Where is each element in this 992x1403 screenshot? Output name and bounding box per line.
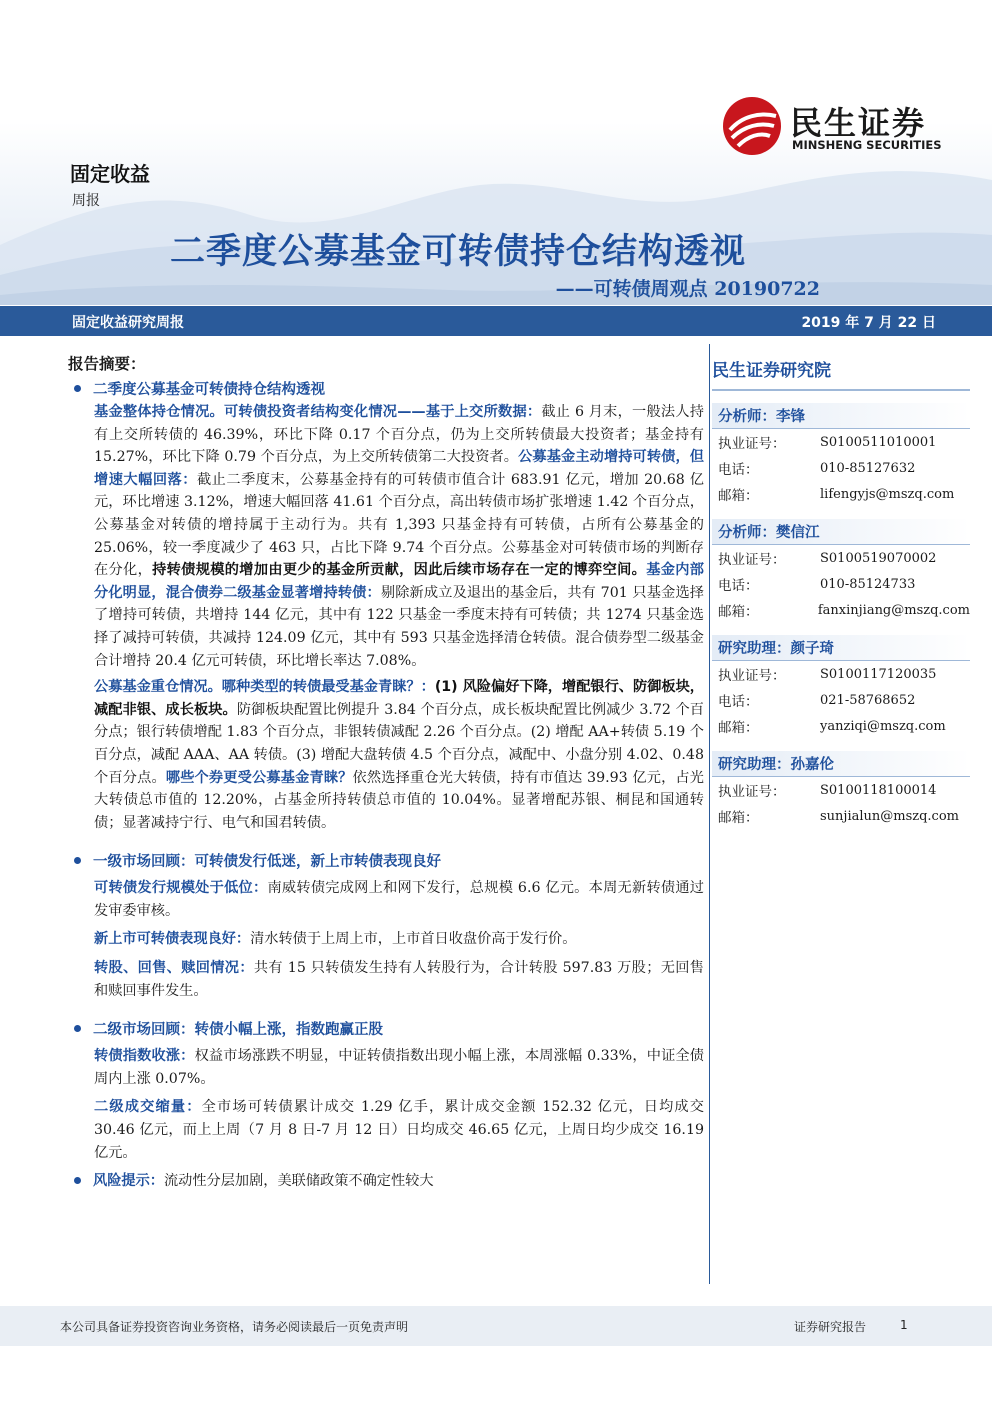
institute-name: 民生证券研究院 [712,356,970,391]
body-text: 剔除新成立及退出的基金后，共有 701 只基金选择了增持可转债，共增持 144 亿元，其中有 122 只基金一季度末持有可转债；共 1274 只基金选择了减持可转债，共减持 124.09 亿元，其中有 593 只基金选择清仓转债。混合债券型二级基金合计增持 20.4 亿元可转债，环比增长率达 7.08%。 [94,584,704,669]
report-date: 2019 年 7 月 22 日 [801,315,936,331]
phone-value: 010-85124733 [820,576,916,592]
cert-value: S0100519070002 [820,550,937,566]
cert-label: 执业证号： [718,784,786,800]
email-link[interactable]: yanziqi@mszq.com [820,718,946,734]
analyst-email-row [712,597,970,623]
analyst-name: 分析师：李锋 [712,403,970,429]
body-text: 清水转债于上周上市，上市首日收盘价高于发行价。 [250,931,577,948]
emphasis-text: 基金内部分化明显，混合债券二级基金显著增持转债： [94,562,704,601]
report-subtitle: ——可转债周观点 20190722 [555,278,820,300]
emphasis-text: 哪些个券更受公募基金青睐？ [165,769,353,786]
emphasis-text: (1) 风险偏好下降，增配银行、防御板块，减配非银、成长板块。 [94,679,704,718]
cert-value: S0100117120035 [820,666,937,682]
report-title: 二季度公募基金可转债持仓结构透视 [170,231,747,272]
cert-label: 执业证号： [718,436,786,452]
body-text: 南威转债完成网上和网下发行，总规模 6.6 亿元。本周无新转债通过发审委审核。 [94,880,704,919]
body-text: 共有 15 只转债发生持有人转股行为，合计转股 597.83 万股；无回售和赎回事件发生。 [94,960,704,999]
phone-label: 电话： [718,462,759,478]
analyst-name: 分析师：樊信江 [712,519,970,545]
section-1-header [68,378,704,399]
emphasis-text: 持转债规模的增加由更少的基金所贡献，因此后续市场存在一定的博弈空间。 [152,562,647,579]
analyst-phone-row [712,687,970,713]
analyst-name: 研究助理：颜子琦 [712,635,970,661]
email-label: 邮箱： [718,810,759,826]
email-link[interactable]: lifengyjs@mszq.com [820,486,955,502]
emphasis-text: 可转债发行规模处于低位： [94,880,268,897]
bullet-icon [74,857,81,864]
section-2-paragraph-1 [68,877,704,922]
analyst-cert-row [712,545,970,571]
analyst-cert-row [712,777,970,803]
section-3-title: 二级市场回顾：转债小幅上涨，指数跑赢正股 [93,1022,383,1039]
phone-value: 021-58768652 [820,692,916,708]
analyst-email-row [712,803,970,829]
page-number: 1 [900,1318,908,1332]
phone-value: 010-85127632 [820,460,916,476]
email-label: 邮箱： [718,720,759,736]
section-2-header [68,850,704,871]
section-3-paragraph-1 [68,1045,704,1090]
column-divider [709,344,710,1284]
report-type-bar [0,306,992,336]
bullet-icon [74,1177,81,1184]
section-2-title: 一级市场回顾：可转债发行低迷，新上市转债表现良好 [93,854,441,871]
section-2-paragraph-3 [68,957,704,1002]
page-footer [0,1306,992,1346]
section-1-title: 二季度公募基金可转债持仓结构透视 [93,382,325,398]
cert-label: 执业证号： [718,668,786,684]
header-banner [0,0,992,305]
minsheng-logo-icon [722,96,782,156]
emphasis-text: 基金整体持仓情况。可转债投资者结构变化情况——基于上交所数据： [94,404,542,420]
email-link[interactable]: fanxinjiang@mszq.com [817,602,970,618]
emphasis-text: 公募基金重仓情况。哪种类型的转债最受基金青睐？： [94,679,435,696]
report-category: 固定收益 [70,162,150,186]
section-3-header [68,1018,704,1039]
section-2-paragraph-2 [68,928,704,951]
analyst-cert-row [712,661,970,687]
body-text: 权益市场涨跌不明显，中证转债指数出现小幅上涨，本周涨幅 0.33%，中证全债周内上涨 0.07%。 [94,1048,704,1087]
email-label: 邮箱： [718,604,759,620]
section-1-paragraph-2 [68,676,704,834]
risk-label: 风险提示： [93,1173,164,1190]
analyst-phone-row [712,455,970,481]
analyst-card [712,751,970,829]
email-link[interactable]: sunjialun@mszq.com [820,808,959,824]
emphasis-text: 新上市可转债表现良好： [94,931,251,948]
analyst-email-row [712,713,970,739]
emphasis-text: 转债指数收涨： [94,1048,195,1065]
analyst-name: 研究助理：孙嘉伦 [712,751,970,777]
footer-report-type: 证券研究报告 [794,1320,867,1334]
summary-column [68,352,704,1190]
body-text: 截止二季度末，公募基金持有的可转债市值合计 683.91 亿元，增加 20.68 亿元，环比增速 3.12%，增速大幅回落 41.61 个百分点，高出转债市场扩张增速 1.42 个百分点，公募基金对转债的增持属于主动行为。共有 1,393 只基金持有可转债，占所有公募基金的 25.06%，较一季度减少了 463 只，占比下降 9.74 个百分点。公募基金对可转债市场的判断存在分化， [94,471,704,579]
analyst-card [712,635,970,739]
cert-value: S0100118100014 [820,782,937,798]
section-3-paragraph-2 [68,1096,704,1164]
risk-warning [68,1170,704,1190]
analyst-sidebar [712,352,970,829]
logo-chinese-text: 民生证券 [790,104,927,142]
report-subcategory: 周报 [72,193,100,209]
risk-body: 流动性分层加剧，美联储政策不确定性较大 [163,1173,434,1190]
bullet-icon [74,385,81,392]
section-1-paragraph-1 [68,401,704,672]
emphasis-text: 公募基金主动增持可转债，但增速大幅回落： [94,449,704,488]
body-text: 依然选择重仓光大转债，持有市值达 39.93 亿元，占光大转债总市值的 12.20%，占基金所持转债总市值的 10.04%。显著增配苏银、桐昆和国通转债；显著减持宁行、电气和国君转债。 [94,769,704,831]
body-text: 全市场可转债累计成交 1.29 亿手，累计成交金额 152.32 亿元，日均成交 30.46 亿元，而上上周（7 月 8 日-7 月 12 日）日均成交 46.65 亿元，上周日均少成交 16.19 亿元。 [94,1099,704,1161]
cert-value: S0100511010001 [820,434,937,450]
summary-heading: 报告摘要： [68,355,146,373]
analyst-cert-row [712,429,970,455]
footer-disclaimer: 本公司具备证券投资咨询业务资格，请务必阅读最后一页免责声明 [60,1320,409,1334]
analyst-card [712,403,970,507]
emphasis-text: 转股、回售、赎回情况： [94,960,254,977]
emphasis-text: 二级成交缩量： [94,1099,202,1116]
minsheng-logo [722,96,962,160]
analyst-phone-row [712,571,970,597]
phone-label: 电话： [718,578,759,594]
logo-english-text: MINSHENG SECURITIES [792,138,942,152]
cert-label: 执业证号： [718,552,786,568]
phone-label: 电话： [718,694,759,710]
body-text: 截止 6 月末，一般法人持有上交所转债的 46.39%，环比下降 0.17 个百分点，仍为上交所转债最大投资者；基金持有 15.27%，环比下降 0.79 个百分点，为上交所转债第二大投资者。 [94,404,704,466]
risk-warning-text [93,1170,434,1190]
analyst-card [712,519,970,623]
report-type-label: 固定收益研究周报 [72,315,184,331]
body-text: 防御板块配置比例提升 3.84 个百分点，成长板块配置比例减少 3.72 个百分点；银行转债增配 1.83 个百分点，非银转债减配 2.26 个百分点。(2) 增配 AA+转债 5.19 个百分点，减配 AAA、AA 转债。(3) 增配大盘转债 4.5 个百分点，减配中、小盘分别 4.02、0.48 个百分点。 [94,701,704,786]
email-label: 邮箱： [718,488,759,504]
bullet-icon [74,1025,81,1032]
analyst-email-row [712,481,970,507]
